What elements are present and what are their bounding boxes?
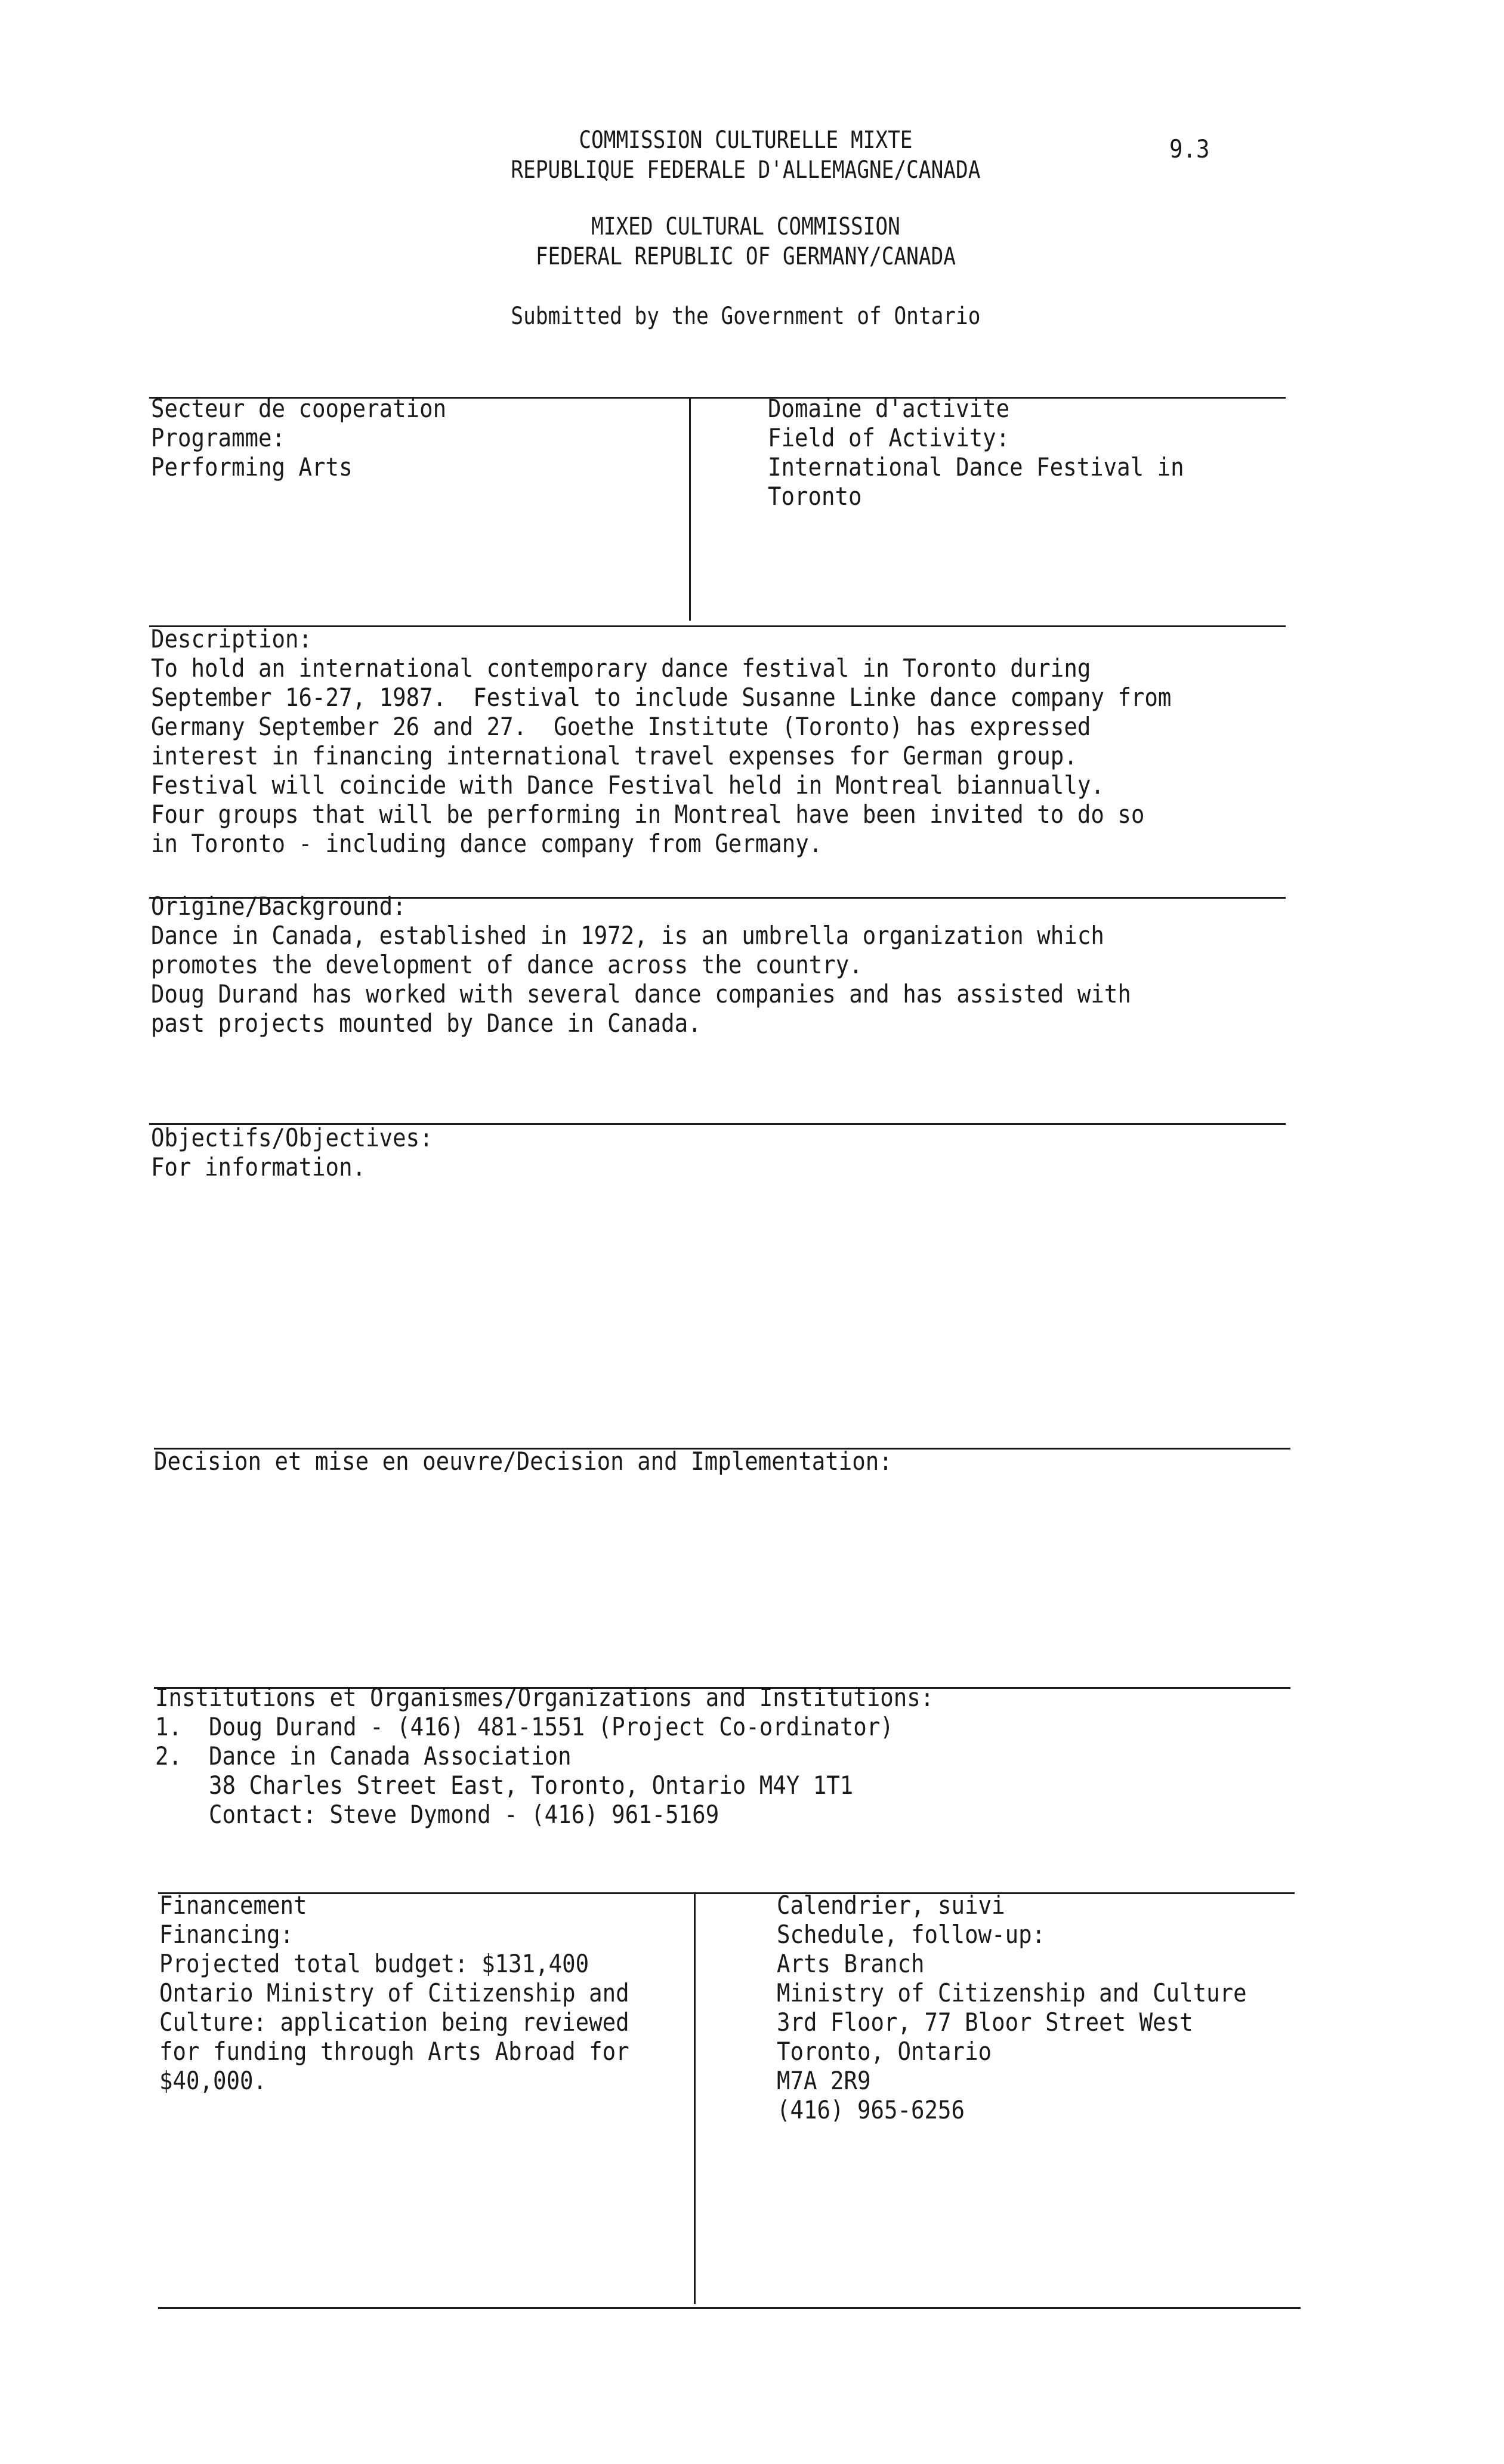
schedule-line: Ministry of Citizenship and Culture [777,1978,1247,2007]
background-line: Dance in Canada, established in 1972, is an umbrella organization which [151,921,1104,950]
domain-label: Field of Activity: [768,423,1010,452]
objectives-heading: Objectifs/Objectives: [151,1123,433,1152]
financing-heading: Financement [159,1891,307,1920]
description-heading: Description: [151,624,313,653]
header-subtitle-fr: REPUBLIQUE FEDERALE D'ALLEMAGNE/CANADA [511,156,981,184]
schedule-line: M7A 2R9 [777,2066,871,2095]
description-line: in Toronto - including dance company from Germany. [151,829,823,858]
description-line: Festival will coincide with Dance Festival held in Montreal biannually. [151,770,1104,800]
schedule-line: (416) 965-6256 [777,2095,965,2124]
financing-line: Culture: application being reviewed [159,2007,629,2037]
column-divider [694,1892,696,2304]
section-rule [158,1892,1295,1894]
institution-line: Contact: Steve Dymond - (416) 961-5169 [155,1800,719,1829]
description-line: September 16-27, 1987. Festival to include Susanne Linke dance company from [151,683,1172,712]
description-line: interest in financing international travel expenses for German group. [151,741,1077,770]
decision-heading: Decision et mise en oeuvre/Decision and Implementation: [154,1447,892,1476]
background-line: Doug Durand has worked with several dance companies and has assisted with [151,979,1131,1009]
background-heading: Origine/Background: [151,892,406,921]
institution-line: 2. Dance in Canada Association [155,1741,572,1771]
financing-line: Projected total budget: $131,400 [159,1949,589,1978]
header-title-fr: COMMISSION CULTURELLE MIXTE [579,127,913,154]
domain-value-line1: International Dance Festival in [768,452,1184,482]
schedule-line: 3rd Floor, 77 Bloor Street West [777,2007,1193,2037]
sector-value: Performing Arts [151,452,353,482]
header-title-en: MIXED CULTURAL COMMISSION [591,213,900,240]
institution-line: 38 Charles Street East, Toronto, Ontario M4Y 1T1 [155,1771,854,1800]
background-line: past projects mounted by Dance in Canada. [151,1009,702,1038]
domain-value-line2: Toronto [768,482,862,511]
sector-label: Programme: [151,423,286,452]
schedule-line: Arts Branch [777,1949,925,1978]
section-rule [149,625,1286,627]
schedule-line: Schedule, follow-up: [777,1920,1046,1949]
background-line: promotes the development of dance across the country. [151,950,863,979]
institution-line: 1. Doug Durand - (416) 481-1551 (Project Co-ordinator) [155,1712,894,1741]
page-number: 9.3 [1169,134,1210,164]
sector-heading: Secteur de cooperation [151,394,447,423]
financing-line: for funding through Arts Abroad for [159,2037,629,2066]
description-line: Germany September 26 and 27. Goethe Institute (Toronto) has expressed [151,712,1091,741]
financing-line: Ontario Ministry of Citizenship and [159,1978,629,2007]
schedule-heading: Calendrier, suivi [777,1891,1005,1920]
objectives-text: For information. [151,1152,366,1182]
financing-line: $40,000. [159,2066,267,2095]
header-subtitle-en: FEDERAL REPUBLIC OF GERMANY/CANADA [535,243,956,270]
column-divider [689,397,691,621]
schedule-line: Toronto, Ontario [777,2037,992,2066]
domain-heading: Domaine d'activite [768,394,1010,423]
description-line: Four groups that will be performing in Montreal have been invited to do so [151,800,1145,829]
submitted-by: Submitted by the Government of Ontario [511,303,981,330]
description-line: To hold an international contemporary dance festival in Toronto during [151,653,1091,683]
bottom-rule [158,2307,1301,2309]
financing-line: Financing: [159,1920,294,1949]
institutions-heading: Institutions et Organismes/Organizations and Institutions: [155,1683,934,1712]
